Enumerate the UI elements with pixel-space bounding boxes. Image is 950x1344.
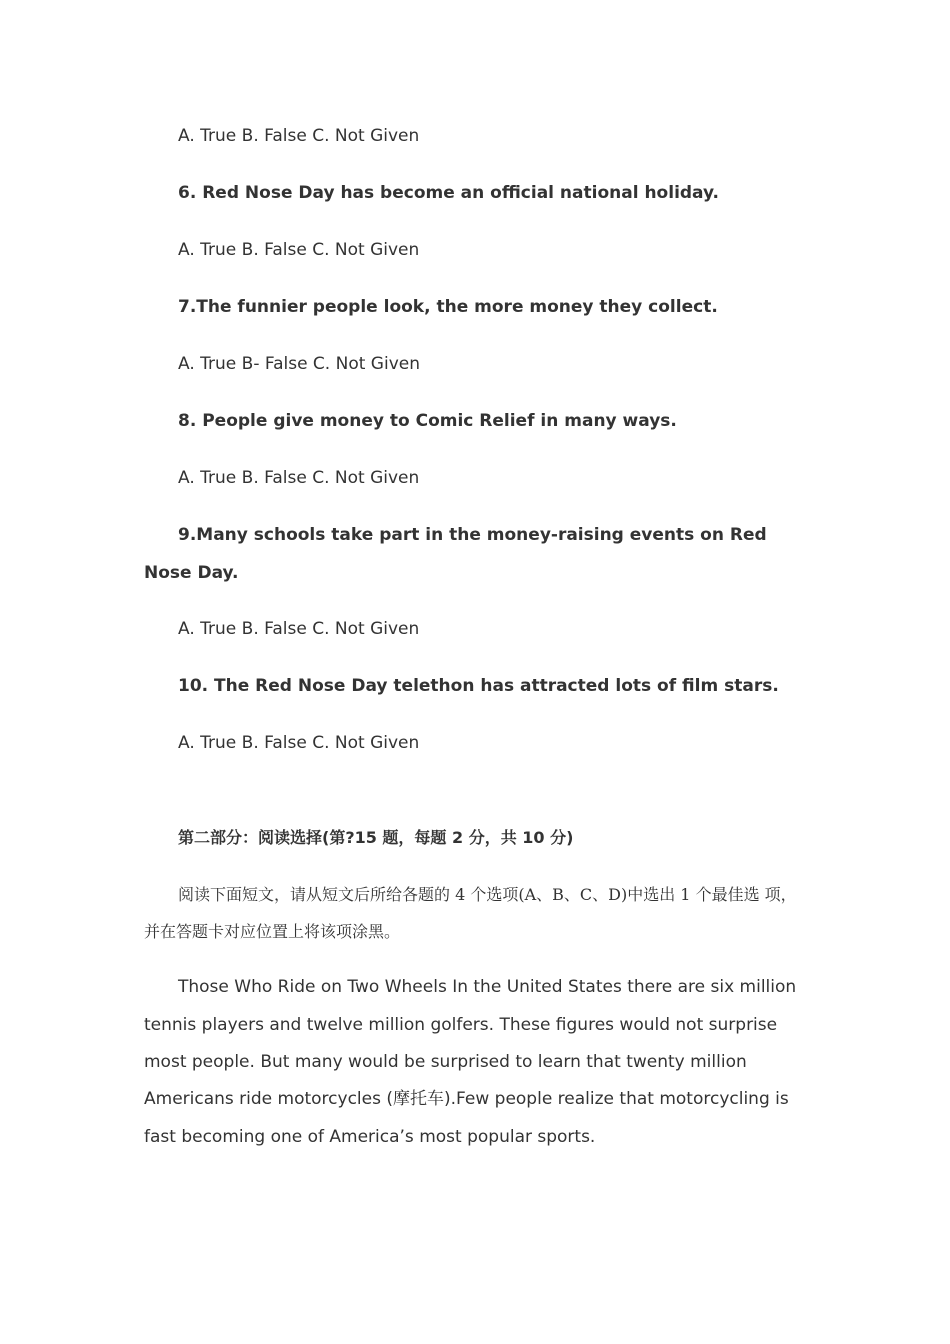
passage-line4: Americans ride motorcycles (摩托车).Few people realize that motorcycling is (144, 1089, 789, 1109)
q7-statement: 7.The funnier people look, the more money they collect. (178, 297, 718, 317)
q9-options: A. True B. False C. Not Given (178, 619, 420, 639)
section2-instruction-line1: 阅读下面短文，请从短文后所给各题的 4 个选项(A、B、C、D)中选出 1 个最佳选 项， (178, 885, 797, 904)
q9-statement-line2: Nose Day. (144, 563, 239, 583)
q5-options: A. True B. False C. Not Given (178, 126, 420, 146)
q9-statement-line1: 9.Many schools take part in the money-raising events on Red (178, 525, 767, 545)
q8-statement: 8. People give money to Comic Relief in many ways. (178, 411, 677, 431)
passage-line5: fast becoming one of America’s most popular sports. (144, 1127, 596, 1147)
section2-heading: 第二部分：阅读选择(第?15 题，每题 2 分，共 10 分) (178, 828, 574, 847)
q7-options: A. True B- False C. Not Given (178, 354, 420, 374)
q10-statement: 10. The Red Nose Day telethon has attracted lots of film stars. (178, 676, 779, 696)
section2-instruction-line2: 并在答题卡对应位置上将该项涂黑。 (144, 922, 401, 941)
passage-line3: most people. But many would be surprised to learn that twenty million (144, 1052, 747, 1072)
q10-options: A. True B. False C. Not Given (178, 733, 420, 753)
passage-line1: Those Who Ride on Two Wheels In the United States there are six million (178, 977, 797, 997)
q6-options: A. True B. False C. Not Given (178, 240, 420, 260)
q8-options: A. True B. False C. Not Given (178, 468, 420, 488)
q6-statement: 6. Red Nose Day has become an official national holiday. (178, 183, 719, 203)
passage-line2: tennis players and twelve million golfers. These figures would not surprise (144, 1015, 778, 1035)
